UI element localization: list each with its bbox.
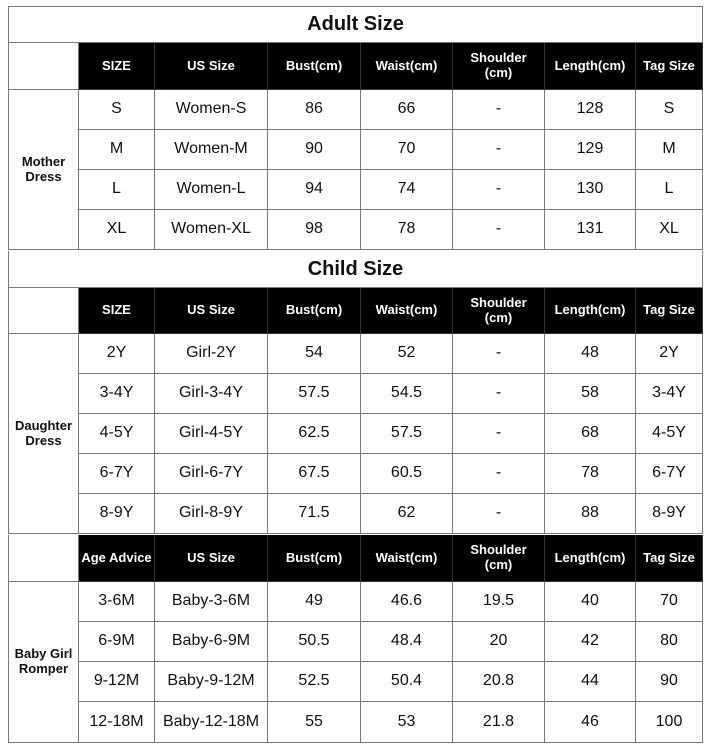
table-cell: 21.8 (453, 702, 545, 743)
column-header: Bust(cm) (268, 43, 361, 90)
table-cell: S (636, 90, 703, 130)
table-cell: 68 (545, 414, 636, 454)
table-cell: 52.5 (268, 662, 361, 702)
table-cell: 88 (545, 494, 636, 534)
table-cell: M (636, 130, 703, 170)
table-cell: Baby-3-6M (155, 582, 268, 622)
group-label: Baby Girl Romper (8, 582, 79, 743)
table-cell: 94 (268, 170, 361, 210)
table-cell: - (453, 454, 545, 494)
table-cell: Baby-6-9M (155, 622, 268, 662)
column-header: Length(cm) (545, 535, 636, 582)
table-cell: 57.5 (361, 414, 453, 454)
column-header: Shoulder (cm) (453, 43, 545, 90)
column-header: Shoulder (cm) (453, 535, 545, 582)
column-header: Waist(cm) (361, 535, 453, 582)
table-cell: 66 (361, 90, 453, 130)
table-cell: 74 (361, 170, 453, 210)
column-header: Age Advice (79, 535, 155, 582)
column-header: Tag Size (636, 535, 703, 582)
table-cell: 62.5 (268, 414, 361, 454)
table-cell: Girl-8-9Y (155, 494, 268, 534)
table-cell: 130 (545, 170, 636, 210)
table-cell: 3-4Y (79, 374, 155, 414)
column-header: Length(cm) (545, 288, 636, 334)
table-cell: 80 (636, 622, 703, 662)
table-cell: Girl-2Y (155, 334, 268, 374)
column-header: Waist(cm) (361, 43, 453, 90)
table-cell: 90 (636, 662, 703, 702)
table-cell: 128 (545, 90, 636, 130)
table-cell: - (453, 414, 545, 454)
table-cell: 131 (545, 210, 636, 250)
column-header: US Size (155, 288, 268, 334)
column-header: Bust(cm) (268, 288, 361, 334)
table-cell: 48 (545, 334, 636, 374)
table-cell: 20.8 (453, 662, 545, 702)
table-cell: 20 (453, 622, 545, 662)
column-header: US Size (155, 43, 268, 90)
table-cell: 78 (545, 454, 636, 494)
table-cell: 86 (268, 90, 361, 130)
table-cell: 8-9Y (79, 494, 155, 534)
table-cell: 90 (268, 130, 361, 170)
table-cell: - (453, 334, 545, 374)
table-cell: 44 (545, 662, 636, 702)
table-cell: L (636, 170, 703, 210)
table-cell: Girl-3-4Y (155, 374, 268, 414)
table-cell: 50.4 (361, 662, 453, 702)
group-label: Daughter Dress (8, 334, 79, 534)
table-cell: - (453, 210, 545, 250)
table-cell: 70 (361, 130, 453, 170)
table-cell: M (79, 130, 155, 170)
table-cell: 53 (361, 702, 453, 743)
section-title: Adult Size (8, 6, 703, 43)
table-cell: 62 (361, 494, 453, 534)
table-cell: 55 (268, 702, 361, 743)
table-cell: 40 (545, 582, 636, 622)
table-cell: 6-9M (79, 622, 155, 662)
column-header: Length(cm) (545, 43, 636, 90)
table-cell: 46.6 (361, 582, 453, 622)
header-blank-cell (8, 288, 79, 334)
table-cell: 57.5 (268, 374, 361, 414)
column-header: SIZE (79, 43, 155, 90)
table-cell: 50.5 (268, 622, 361, 662)
table-cell: Girl-6-7Y (155, 454, 268, 494)
column-header: Tag Size (636, 43, 703, 90)
table-cell: 58 (545, 374, 636, 414)
table-cell: 3-4Y (636, 374, 703, 414)
table-cell: - (453, 494, 545, 534)
table-cell: 70 (636, 582, 703, 622)
column-header: Waist(cm) (361, 288, 453, 334)
table-cell: 100 (636, 702, 703, 743)
column-header: Tag Size (636, 288, 703, 334)
table-cell: 4-5Y (636, 414, 703, 454)
table-cell: 19.5 (453, 582, 545, 622)
table-cell: 9-12M (79, 662, 155, 702)
table-cell: 12-18M (79, 702, 155, 743)
table-cell: 52 (361, 334, 453, 374)
table-cell: 60.5 (361, 454, 453, 494)
table-cell: - (453, 130, 545, 170)
table-cell: 42 (545, 622, 636, 662)
table-cell: 8-9Y (636, 494, 703, 534)
group-label: Mother Dress (8, 90, 79, 250)
table-cell: Girl-4-5Y (155, 414, 268, 454)
column-header: Bust(cm) (268, 535, 361, 582)
header-blank-cell (8, 43, 79, 90)
table-cell: Women-L (155, 170, 268, 210)
table-cell: 6-7Y (79, 454, 155, 494)
table-cell: 78 (361, 210, 453, 250)
table-cell: 6-7Y (636, 454, 703, 494)
table-cell: 48.4 (361, 622, 453, 662)
column-header: Shoulder (cm) (453, 288, 545, 334)
table-cell: 129 (545, 130, 636, 170)
table-cell: XL (79, 210, 155, 250)
table-cell: 98 (268, 210, 361, 250)
table-cell: XL (636, 210, 703, 250)
table-cell: 2Y (636, 334, 703, 374)
table-cell: S (79, 90, 155, 130)
table-cell: Women-M (155, 130, 268, 170)
table-cell: Women-XL (155, 210, 268, 250)
table-cell: Baby-9-12M (155, 662, 268, 702)
table-cell: Women-S (155, 90, 268, 130)
table-cell: 4-5Y (79, 414, 155, 454)
table-cell: 46 (545, 702, 636, 743)
header-blank-cell (8, 535, 79, 582)
table-cell: - (453, 90, 545, 130)
table-cell: 2Y (79, 334, 155, 374)
table-cell: Baby-12-18M (155, 702, 268, 743)
column-header: US Size (155, 535, 268, 582)
table-cell: - (453, 170, 545, 210)
table-cell: 3-6M (79, 582, 155, 622)
table-cell: 54.5 (361, 374, 453, 414)
table-cell: 67.5 (268, 454, 361, 494)
table-cell: 54 (268, 334, 361, 374)
table-cell: 71.5 (268, 494, 361, 534)
section-title: Child Size (8, 251, 703, 288)
table-cell: - (453, 374, 545, 414)
table-cell: 49 (268, 582, 361, 622)
column-header: SIZE (79, 288, 155, 334)
table-cell: L (79, 170, 155, 210)
